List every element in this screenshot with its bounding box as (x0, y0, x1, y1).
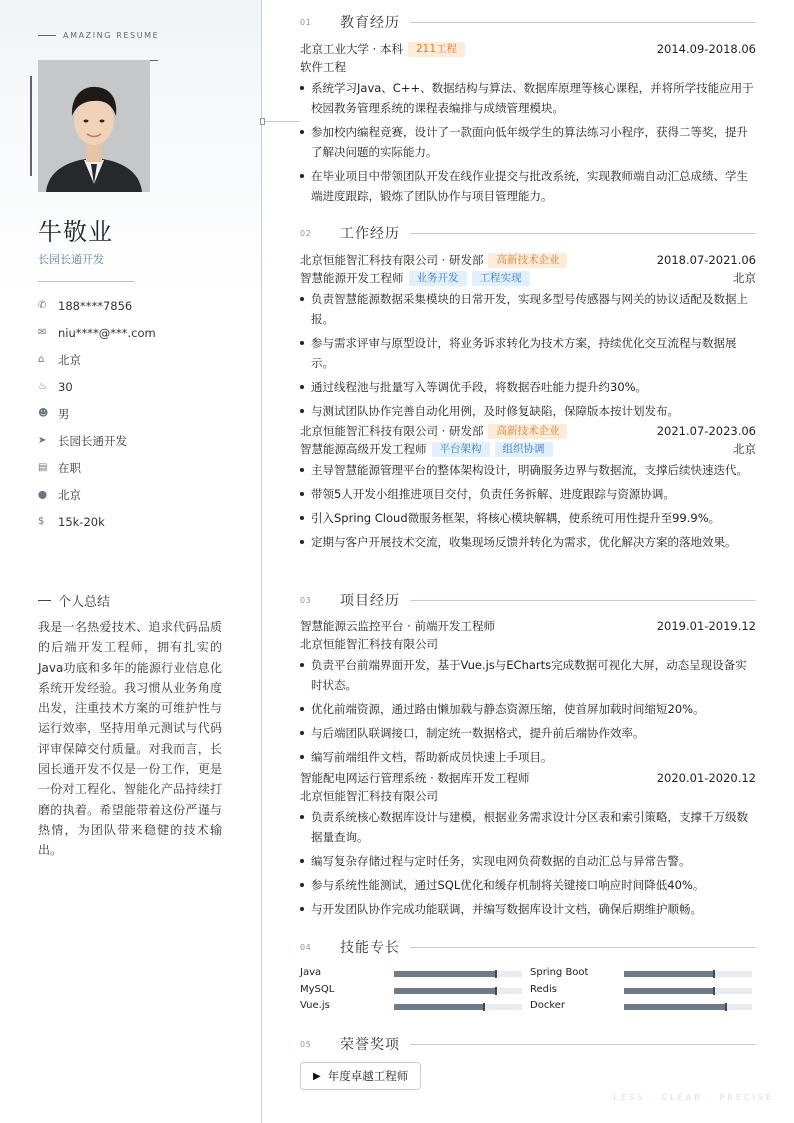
list-item: 负责智慧能源数据采集模块的日常开发，实现多型号传感器与网关的协议适配及数据上报。 (300, 289, 756, 329)
education-entry (300, 40, 756, 210)
contact-salary (38, 515, 156, 542)
skill-name: Redis (530, 984, 557, 995)
intent-text: 长园长通开发 (58, 434, 127, 448)
project-company: 北京恒能智汇科技有限公司 (300, 637, 438, 651)
list-item: 负责平台前端界面开发，基于Vue.js与ECharts完成数据可视化大屏，动态呈现设备实时状态。 (300, 655, 756, 695)
age-text: 30 (58, 380, 73, 394)
location-icon: ⬤ (38, 490, 47, 499)
list-item: 编写复杂存储过程与定时任务，实现电网负荷数据的自动汇总与异常告警。 (300, 851, 756, 871)
project-header (300, 617, 756, 635)
skill-item (300, 983, 522, 997)
skill-name: Java (300, 967, 322, 978)
section-number: 04 (300, 942, 312, 952)
skill-bar (394, 988, 522, 994)
summary-title: 个人总结 (58, 595, 111, 610)
work-role-row (300, 269, 756, 287)
skill-bar (624, 988, 752, 994)
list-item: 与后端团队联调接口，制定统一数据格式，提升前后端协作效率。 (300, 723, 756, 743)
skill-fill (624, 971, 714, 977)
section-number: 02 (300, 228, 312, 238)
list-item: 主导智慧能源管理平台的整体架构设计，明确服务边界与数据流，支撑后续快速迭代。 (300, 460, 756, 480)
skill-name: MySQL (300, 984, 335, 995)
school-name: 北京工业大学 · 本科 (300, 42, 403, 56)
list-item: 参加校内编程竞赛，设计了一款面向低年级学生的算法练习小程序，获得二等奖，提升了解决问题的实际能力。 (300, 122, 756, 162)
skill-marker (495, 987, 497, 995)
skill-fill (394, 988, 496, 994)
work-bullets (300, 460, 756, 552)
skill-item (300, 966, 522, 980)
section-number: 05 (300, 1039, 312, 1049)
salary-text: 15k-20k (58, 515, 105, 529)
list-item: 优化前端资源，通过路由懒加载与静态资源压缩，使首屏加载时间缩短20%。 (300, 699, 756, 719)
contact-email (38, 326, 156, 353)
contact-hometown (38, 353, 156, 380)
skill-bar (394, 1004, 522, 1010)
project-date: 2020.01-2020.12 (656, 771, 756, 785)
section-awards-heading (300, 1034, 756, 1054)
project-header (300, 769, 756, 787)
contact-intent (38, 434, 156, 461)
education-bullets (300, 78, 756, 206)
role-tag: 工程实现 (472, 271, 530, 286)
list-item: 在毕业项目中带领团队开发在线作业提交与批改系统，实现教师端自动汇总成绩、学生端进度跟踪，锻炼了团队协作与项目管理能力。 (300, 166, 756, 206)
photo-accent-line (30, 76, 32, 176)
salary-icon: $ (38, 516, 45, 527)
contact-location (38, 488, 156, 515)
work-role-row (300, 440, 756, 458)
contact-age (38, 380, 156, 407)
contact-list (38, 299, 156, 542)
gender-text: 男 (58, 407, 70, 421)
education-major-row (300, 58, 756, 76)
home-icon: ⌂ (38, 354, 45, 365)
list-item: 定期与客户开展技术交流，收集现场反馈并转化为需求，优化解决方案的落地效果。 (300, 532, 756, 552)
list-item: 与开发团队协作完成功能联调，并编写数据库设计文档，确保后期维护顺畅。 (300, 899, 756, 919)
skill-item (530, 983, 752, 997)
play-icon: ▶ (313, 1070, 321, 1082)
education-header (300, 40, 756, 58)
footer-slogan: LESS · CLEAR · PRECISE (613, 1093, 774, 1102)
project-date: 2019.01-2019.12 (656, 619, 756, 633)
skill-marker (495, 970, 497, 978)
section-number: 03 (300, 595, 312, 605)
project-entry (300, 769, 756, 923)
avatar (38, 60, 150, 192)
briefcase-icon: ▤ (38, 462, 48, 473)
phone-icon: ✆ (38, 300, 47, 311)
section-title: 项目经历 (340, 593, 400, 609)
section-title: 荣誉奖项 (340, 1037, 400, 1053)
company-tag: 高新技术企业 (488, 424, 567, 439)
work-city: 北京 (733, 442, 756, 456)
project-title: 智能配电网运行管理系统 · 数据库开发工程师 (300, 771, 530, 785)
contact-status (38, 461, 156, 488)
section-number: 01 (300, 17, 312, 27)
left-sidebar (0, 0, 262, 1123)
skill-item (530, 999, 752, 1013)
skill-item (300, 999, 522, 1013)
summary-text: 我是一名热爱技术、追求代码品质的后端开发工程师，拥有扎实的Java功底和多年的能源行业信息化系统开发经验。我习惯从业务角度出发，注重技术方案的可维护性与运行效率，坚持用单元测试与代码评审保障交付质量。对我而言，长园长通开发不仅是一份工作，更是一份对工程化、智能化产品持续打磨的执着。希望能带着这份严谨与热情，为团队带来稳健的技术输出。 (38, 620, 222, 858)
profile-photo (38, 60, 150, 192)
skill-fill (394, 971, 496, 977)
list-item: 带领5人开发小组推进项目交付，负责任务拆解、进度跟踪与资源协调。 (300, 484, 756, 504)
role-tag: 业务开发 (409, 271, 467, 286)
status-text: 在职 (58, 461, 81, 475)
brand-dash (38, 35, 56, 36)
candidate-name: 牛敬业 (38, 218, 113, 246)
skill-marker (713, 987, 715, 995)
list-item: 参与需求评审与原型设计，将业务诉求转化为技术方案，持续优化交互流程与数据展示。 (300, 333, 756, 373)
list-item: 参与系统性能测试，通过SQL优化和缓存机制将关键接口响应时间降低40%。 (300, 875, 756, 895)
section-rule (410, 233, 756, 234)
email-text: niu****@***.com (58, 326, 156, 340)
summary-dash (38, 600, 51, 601)
work-city: 北京 (733, 271, 756, 285)
skill-bar (394, 971, 522, 977)
list-item: 引入Spring Cloud微服务框架，将核心模块解耦，使系统可用性提升至99.9%。 (300, 508, 756, 528)
section-rule (410, 600, 756, 601)
project-bullets (300, 655, 756, 767)
work-role: 智慧能源高级开发工程师 (300, 442, 427, 456)
work-company: 北京恒能智汇科技有限公司 · 研发部 (300, 424, 484, 438)
project-bullets (300, 807, 756, 919)
skill-marker (713, 970, 715, 978)
section-education-heading (300, 12, 756, 32)
work-date: 2018.07-2021.06 (656, 253, 756, 267)
skill-bar (624, 1004, 752, 1010)
work-role: 智慧能源开发工程师 (300, 271, 404, 285)
gender-icon: ☻ (38, 408, 49, 419)
project-company-row (300, 787, 756, 805)
skill-fill (624, 988, 714, 994)
separator-connector (265, 121, 300, 122)
section-skills-heading (300, 937, 756, 957)
section-projects-heading (300, 590, 756, 610)
work-header (300, 422, 756, 440)
project-company-row (300, 635, 756, 653)
avatar-illustration (38, 60, 150, 192)
send-icon: ➤ (38, 435, 47, 446)
list-item: 编写前端组件文档，帮助新成员快速上手项目。 (300, 747, 756, 767)
skill-item (530, 966, 752, 980)
section-rule (410, 1044, 756, 1045)
job-intent: 长园长通开发 (38, 253, 104, 266)
project-company: 北京恒能智汇科技有限公司 (300, 789, 438, 803)
skill-name: Vue.js (300, 1000, 330, 1011)
phone-text: 188****7856 (58, 299, 133, 313)
list-item: 负责系统核心数据库设计与建模，根据业务需求设计分区表和索引策略，支撑千万级数据量查询。 (300, 807, 756, 847)
skill-fill (394, 1004, 484, 1010)
work-header (300, 251, 756, 269)
project-entry (300, 617, 756, 771)
company-tag: 高新技术企业 (488, 253, 567, 268)
award-badge (300, 1062, 421, 1090)
cake-icon: ♨ (38, 381, 47, 392)
skill-name: Spring Boot (530, 967, 589, 978)
section-rule (410, 947, 756, 948)
section-title: 技能专长 (340, 940, 400, 956)
skill-bar (624, 971, 752, 977)
skill-fill (624, 1004, 726, 1010)
contact-phone (38, 299, 156, 326)
location-text: 北京 (58, 488, 81, 502)
list-item: 与测试团队协作完善自动化用例，及时修复缺陷，保障版本按计划发布。 (300, 401, 756, 421)
skill-marker (725, 1003, 727, 1011)
work-entry (300, 422, 756, 556)
section-title: 工作经历 (340, 226, 400, 242)
role-tag: 组织协调 (495, 442, 553, 457)
award-label: 年度卓越工程师 (327, 1069, 409, 1083)
skill-name: Docker (530, 1000, 566, 1011)
section-rule (410, 22, 756, 23)
work-entry (300, 251, 756, 425)
school-tag: 211工程 (408, 42, 465, 57)
brand-header (38, 31, 159, 40)
section-title: 教育经历 (340, 15, 400, 31)
list-item: 通过线程池与批量写入等调优手段，将数据吞吐能力提升约30%。 (300, 377, 756, 397)
work-date: 2021.07-2023.06 (656, 424, 756, 438)
email-icon: ✉ (38, 327, 47, 338)
skill-marker (483, 1003, 485, 1011)
brand-label: AMAZING RESUME (63, 31, 160, 40)
education-date: 2014.09-2018.06 (656, 42, 756, 56)
work-company: 北京恒能智汇科技有限公司 · 研发部 (300, 253, 484, 267)
summary-heading (38, 591, 110, 610)
contact-gender (38, 407, 156, 434)
section-work-heading (300, 223, 756, 243)
name-divider (38, 281, 134, 282)
role-tag: 平台架构 (432, 442, 490, 457)
hometown-text: 北京 (58, 353, 81, 367)
education-major: 软件工程 (300, 60, 346, 74)
project-title: 智慧能源云监控平台 · 前端开发工程师 (300, 619, 495, 633)
work-bullets (300, 289, 756, 421)
list-item: 系统学习Java、C++、数据结构与算法、数据库原理等核心课程，并将所学技能应用于校园教务管理系统的课程表编排与成绩管理模块。 (300, 78, 756, 118)
